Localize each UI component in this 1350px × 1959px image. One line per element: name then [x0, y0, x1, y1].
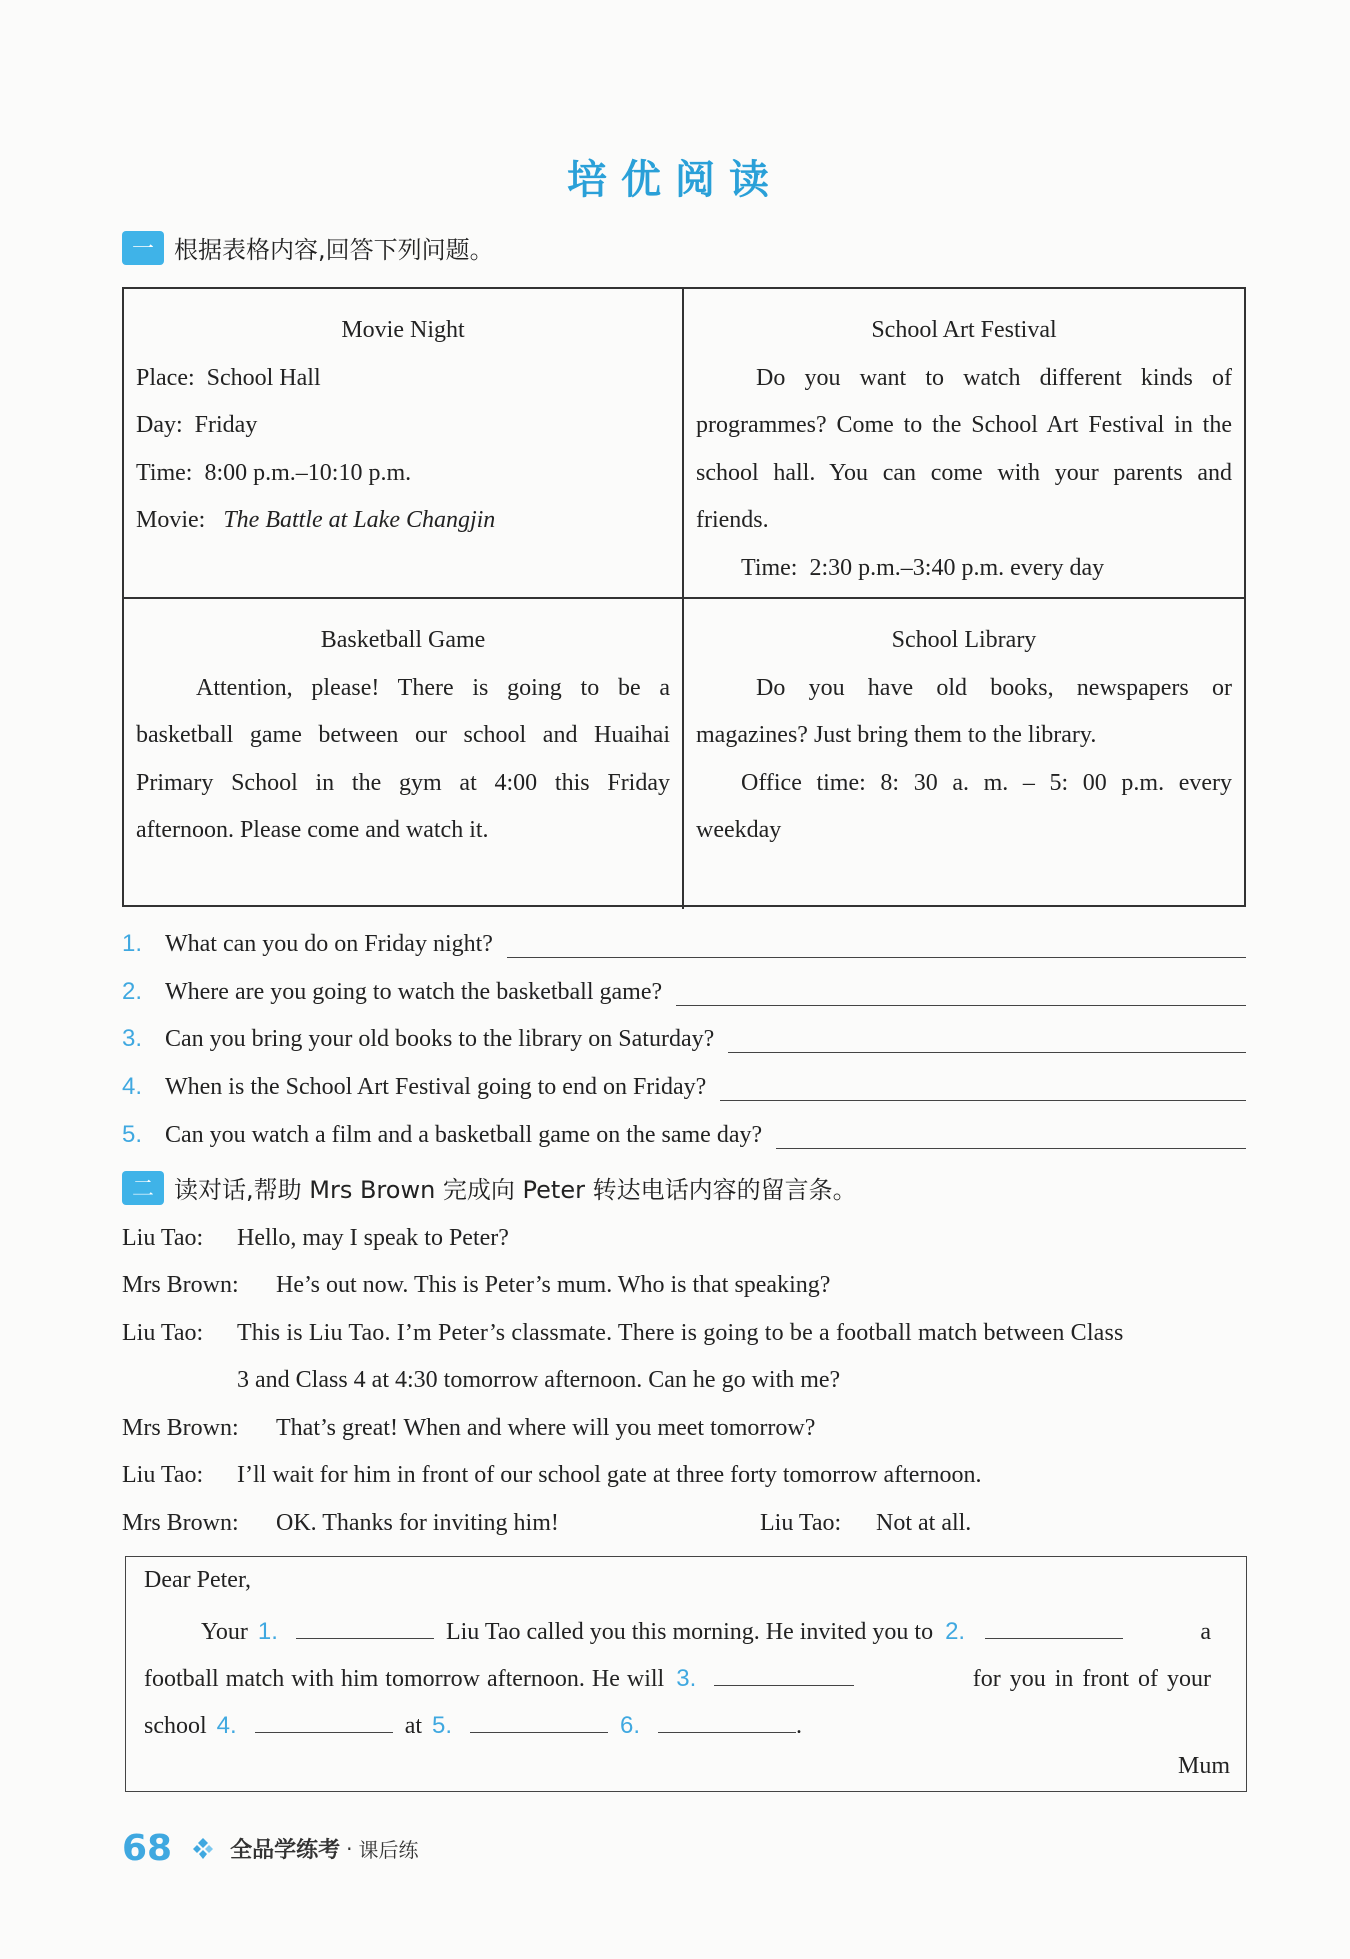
art-festival-cell [684, 289, 1244, 599]
answer-line[interactable] [728, 1022, 1246, 1053]
note-blank-6[interactable] [658, 1708, 796, 1733]
note-signature: Mum [1177, 1753, 1230, 1779]
question-text: What can you do on Friday night? [165, 931, 493, 957]
dialogue-text: OK. Thanks for inviting him! [276, 1510, 559, 1536]
note-blank-2[interactable] [985, 1614, 1123, 1639]
note-text: for you in front of your [972, 1666, 1211, 1692]
section-2-instruction: 读对话,帮助 Mrs Brown 完成向 Peter 转达电话内容的留言条。 [174, 1176, 857, 1204]
question-number: 5. [122, 1121, 143, 1148]
answer-line[interactable] [720, 1070, 1246, 1101]
section-2-header [122, 1170, 857, 1205]
movie-day: Day: Friday [136, 412, 258, 438]
note-text: Your [201, 1619, 248, 1645]
basketball-body: Attention, please! There is going to be a basketball game between our school and Huaihai Primary School in the gym at 4:00 this Friday afternoon. Please come and watch it. [136, 674, 670, 843]
note-line-2 [144, 1661, 1211, 1693]
blank-number: 5. [432, 1712, 453, 1739]
dialogue-text: Hello, may I speak to Peter? [237, 1225, 509, 1251]
note-line-3 [144, 1708, 802, 1740]
art-festival-title: School Art Festival [871, 317, 1057, 343]
dialogue-text: That’s great! When and where will you meet tomorrow? [276, 1415, 816, 1441]
dialogue-text: Not at all. [876, 1510, 972, 1536]
movie-line [136, 497, 670, 545]
page-title: 培优阅读 [567, 157, 783, 203]
movie-night-title: Movie Night [341, 317, 465, 343]
note-text: . [796, 1713, 803, 1739]
dialogue-line [122, 1415, 815, 1442]
blank-number: 1. [257, 1618, 278, 1645]
speaker: Liu Tao: [122, 1225, 204, 1251]
question-text: Where are you going to watch the basketball game? [165, 979, 663, 1005]
movie-label: Movie: [136, 507, 206, 533]
section-1-badge: 一 [122, 231, 164, 265]
dialogue-line [760, 1510, 971, 1537]
speaker: Liu Tao: [122, 1320, 204, 1346]
question-2 [122, 966, 1246, 1006]
movie-night-cell [124, 289, 684, 599]
speaker: Liu Tao: [760, 1510, 842, 1536]
dialogue-text: He’s out now. This is Peter’s mum. Who is that speaking? [276, 1272, 831, 1298]
brand-name: 全品学练考 [230, 1838, 341, 1863]
blank-number: 6. [620, 1712, 641, 1739]
dialogue-text: 3 and Class 4 at 4:30 tomorrow afternoon. Can he go with me? [237, 1367, 841, 1393]
answer-line[interactable] [676, 975, 1246, 1006]
speaker: Mrs Brown: [122, 1415, 239, 1441]
diamond-cluster-icon [190, 1836, 216, 1862]
note-blank-5[interactable] [470, 1708, 608, 1733]
basketball-title: Basketball Game [320, 627, 486, 653]
library-office-time: Office time: 8: 30 a. m. – 5: 00 p.m. every weekday [696, 769, 1232, 843]
dialogue-line [122, 1462, 981, 1489]
dialogue-text: I’ll wait for him in front of our school gate at three forty tomorrow afternoon. [237, 1462, 982, 1488]
question-3 [122, 1013, 1246, 1053]
note-line-1 [201, 1614, 1211, 1646]
page-footer [122, 1828, 418, 1869]
movie-place: Place: School Hall [136, 364, 321, 391]
movie-time: Time: 8:00 p.m.–10:10 p.m. [136, 459, 412, 486]
note-blank-1[interactable] [296, 1614, 434, 1639]
info-table [122, 287, 1246, 907]
question-text: Can you watch a film and a basketball game on the same day? [165, 1122, 763, 1148]
dialogue-line [122, 1225, 509, 1252]
dialogue-line [122, 1272, 830, 1299]
question-text: Can you bring your old books to the library on Saturday? [165, 1026, 715, 1052]
question-5 [122, 1109, 1246, 1149]
section-2-badge: 二 [122, 1171, 164, 1205]
note-blank-4[interactable] [255, 1708, 393, 1733]
speaker: Mrs Brown: [122, 1510, 239, 1536]
question-number: 1. [122, 930, 143, 957]
page-number: 68 [122, 1828, 173, 1869]
speaker: Mrs Brown: [122, 1272, 239, 1298]
note-text: a [1200, 1619, 1211, 1645]
dialogue-text: This is Liu Tao. I’m Peter’s classmate. There is going to be a football match between Class [237, 1320, 1124, 1346]
question-number: 3. [122, 1025, 143, 1052]
answer-line[interactable] [776, 1118, 1246, 1149]
message-note [125, 1556, 1247, 1792]
question-text: When is the School Art Festival going to end on Friday? [165, 1074, 707, 1100]
dialogue-line [122, 1510, 559, 1537]
section-1-header [122, 230, 494, 265]
question-1 [122, 918, 1246, 958]
section-1-instruction: 根据表格内容,回答下列问题。 [174, 236, 494, 264]
speaker: Liu Tao: [122, 1462, 204, 1488]
art-festival-time: Time: 2:30 p.m.–3:40 p.m. every day [741, 554, 1105, 581]
library-body: Do you have old books, newspapers or magazines? Just bring them to the library. [696, 674, 1232, 748]
note-text: school [144, 1713, 207, 1739]
footer-subtitle: 课后练 [358, 1838, 419, 1862]
library-cell [684, 599, 1244, 909]
note-blank-3[interactable] [714, 1661, 854, 1686]
note-text: at [404, 1713, 423, 1739]
note-text: football match with him tomorrow afternoon. He will [144, 1666, 665, 1692]
blank-number: 3. [676, 1665, 697, 1692]
question-4 [122, 1061, 1246, 1101]
library-title: School Library [891, 627, 1037, 653]
answer-line[interactable] [507, 927, 1246, 958]
footer-dot: · [346, 1836, 353, 1861]
dialogue-line [122, 1367, 840, 1394]
blank-number: 4. [216, 1712, 237, 1739]
basketball-cell [124, 599, 684, 909]
blank-number: 2. [945, 1618, 966, 1645]
movie-name: The Battle at Lake Changjin [223, 507, 496, 533]
note-greeting: Dear Peter, [144, 1567, 251, 1593]
note-text: Liu Tao called you this morning. He invited you to [445, 1619, 934, 1645]
dialogue-line [122, 1320, 1246, 1347]
question-number: 2. [122, 978, 143, 1005]
question-number: 4. [122, 1073, 143, 1100]
art-festival-body: Do you want to watch different kinds of programmes? Come to the School Art Festival in the school hall. You can come with your parents and friends. [696, 364, 1232, 533]
